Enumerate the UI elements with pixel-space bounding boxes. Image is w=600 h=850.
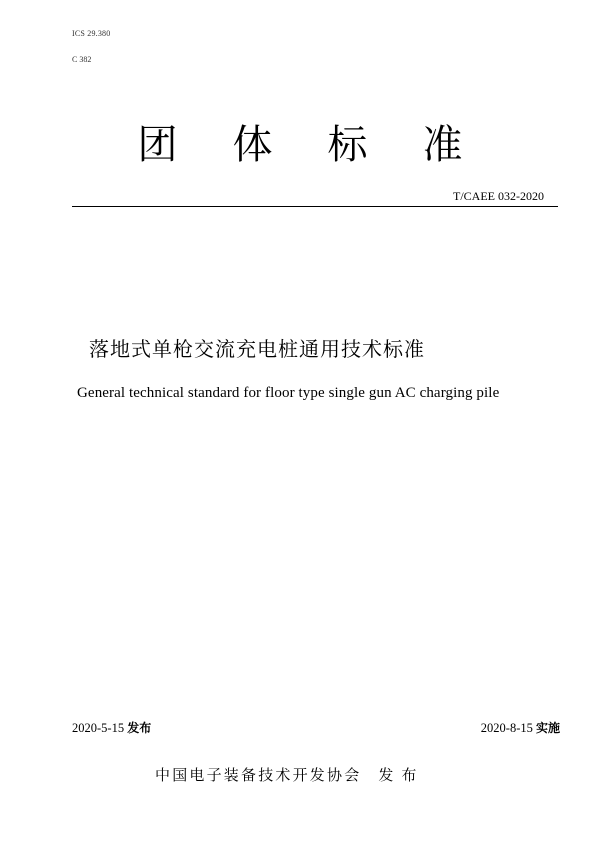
issue-label: 发布 xyxy=(127,721,152,735)
implement-date-line xyxy=(481,719,560,736)
issue-date-line xyxy=(72,719,151,736)
chinese-title: 落地式单枪交流充电桩通用技术标准 xyxy=(89,337,425,361)
standard-category-title: 团体标准 xyxy=(137,122,518,168)
publisher-action: 发布 xyxy=(378,766,425,784)
implement-label: 实施 xyxy=(535,721,560,735)
publisher-name: 中国电子装备技术开发协会 xyxy=(155,766,362,784)
implement-date: 2020-8-15 xyxy=(480,721,533,735)
english-title: General technical standard for floor type single gun AC charging pile xyxy=(77,385,500,401)
header-divider xyxy=(72,206,558,207)
ccs-code: C 382 xyxy=(72,55,92,64)
standard-number: T/CAEE 032-2020 xyxy=(453,189,544,203)
publisher-line xyxy=(155,764,424,785)
issue-date: 2020-5-15 xyxy=(72,721,125,735)
ics-code: ICS 29.380 xyxy=(72,29,111,38)
